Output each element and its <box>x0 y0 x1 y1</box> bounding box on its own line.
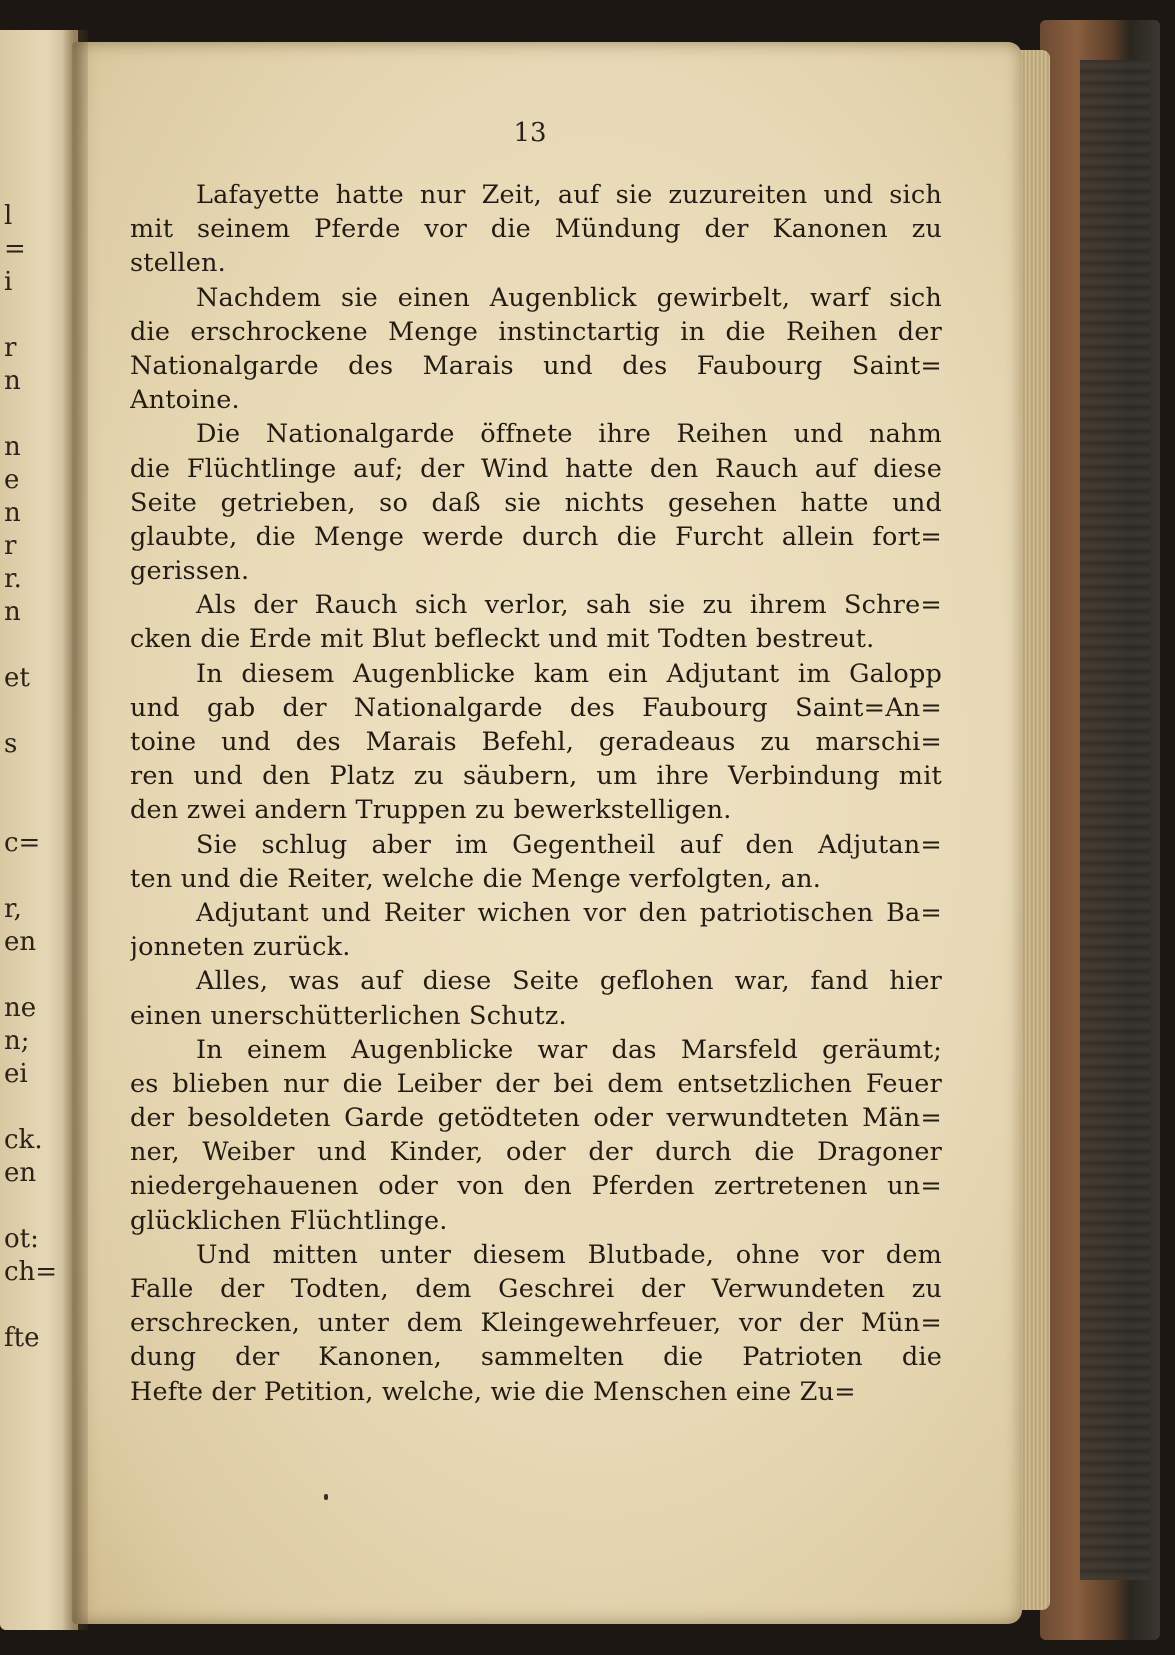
left-fragment-line: s <box>4 729 18 759</box>
text-line: ten und die Reiter, welche die Menge verfolgten, an. <box>130 863 822 894</box>
text-line: Nationalgarde des Marais und des Faubourg Saint= <box>130 350 942 381</box>
left-fragment-line: ne <box>4 993 37 1023</box>
paragraph <box>130 896 942 964</box>
left-fragment-line: en <box>4 927 37 957</box>
paragraph <box>130 281 942 418</box>
left-fragment-line <box>4 761 64 794</box>
left-fragment-line <box>4 794 64 827</box>
paragraph <box>130 588 942 656</box>
text-line: und gab der Nationalgarde des Faubourg Saint=An= <box>130 692 942 723</box>
paragraph <box>130 828 942 896</box>
left-fragment-line: ei <box>4 1059 28 1089</box>
text-line: erschrecken, unter dem Kleingewehrfeuer, vor der Mün= <box>130 1308 942 1339</box>
left-fragment-line: r. <box>4 564 22 594</box>
text-line: Antoine. <box>130 385 240 416</box>
paragraph <box>130 1238 942 1409</box>
text-line: Nachdem sie einen Augenblick gewirbelt, warf sich <box>196 282 942 313</box>
left-fragment-line: n <box>4 498 21 528</box>
page-number: 13 <box>513 118 547 148</box>
paragraph <box>130 964 942 1032</box>
text-line: ner, Weiber und Kinder, oder der durch die Dragoner <box>130 1137 942 1168</box>
ink-speck <box>324 1494 328 1500</box>
left-page-text-fragments <box>4 200 64 1355</box>
text-line: Hefte der Petition, welche, wie die Menschen eine Zu= <box>130 1376 856 1407</box>
text-line: es blieben nur die Leiber der bei dem entsetzlichen Feuer <box>130 1068 942 1099</box>
left-fragment-line: n <box>4 432 21 462</box>
left-fragment-line <box>4 1190 64 1223</box>
left-fragment-line: n; <box>4 1026 30 1056</box>
left-fragment-line: en <box>4 1158 37 1188</box>
text-line: In diesem Augenblicke kam ein Adjutant im Galopp <box>196 658 942 689</box>
left-fragment-line: e <box>4 465 20 495</box>
page-gutter-shadow <box>62 30 88 1630</box>
text-line: dung der Kanonen, sammelten die Patrioten die <box>130 1342 942 1373</box>
left-fragment-line: ot: <box>4 1224 39 1254</box>
left-fragment-line: r, <box>4 894 22 924</box>
paragraph <box>130 1033 942 1238</box>
text-line: der besoldeten Garde getödteten oder verwundteten Män= <box>130 1103 942 1134</box>
text-line: Als der Rauch sich verlor, sah sie zu ihrem Schre= <box>196 590 942 621</box>
paragraph <box>130 417 942 588</box>
left-fragment-line <box>4 959 64 992</box>
text-line: einen unerschütterlichen Schutz. <box>130 1000 567 1031</box>
left-fragment-line <box>4 629 64 662</box>
left-fragment-line <box>4 1091 64 1124</box>
text-line: mit seinem Pferde vor die Mündung der Kanonen zu <box>130 214 942 245</box>
text-line: die Flüchtlinge auf; der Wind hatte den Rauch auf diese <box>130 453 942 484</box>
left-fragment-line: et <box>4 663 30 693</box>
text-line: toine und des Marais Befehl, geradeaus zu marschi= <box>130 727 942 757</box>
text-line: jonneten zurück. <box>130 932 351 963</box>
left-fragment-line <box>4 299 64 332</box>
text-line: Falle der Todten, dem Geschrei der Verwundeten zu <box>130 1274 942 1304</box>
text-line: ren und den Platz zu säubern, um ihre Verbindung mit <box>130 761 942 792</box>
paragraph <box>130 178 942 281</box>
left-fragment-line <box>4 1289 64 1322</box>
text-line: die erschrockene Menge instinctartig in die Reihen der <box>130 316 942 347</box>
left-fragment-line <box>4 695 64 728</box>
page-body-text <box>130 178 942 1409</box>
text-line: In einem Augenblicke war das Marsfeld geräumt; <box>196 1034 942 1065</box>
text-line: Adjutant und Reiter wichen vor den patriotischen Ba= <box>196 897 942 928</box>
left-fragment-line: n <box>4 366 21 396</box>
text-line: glaubte, die Menge werde durch die Furcht allein fort= <box>130 521 942 552</box>
left-fragment-line: c= <box>4 828 41 858</box>
left-fragment-line <box>4 860 64 893</box>
text-line: gerissen. <box>130 556 250 587</box>
left-fragment-line: i <box>4 267 13 297</box>
left-fragment-line: r <box>4 333 17 363</box>
left-fragment-line: n <box>4 597 21 627</box>
left-fragment-line: = <box>4 234 26 264</box>
text-line: Und mitten unter diesem Blutbade, ohne vor dem <box>196 1239 942 1270</box>
paragraph <box>130 657 942 828</box>
left-fragment-line: r <box>4 531 17 561</box>
left-fragment-line: ck. <box>4 1125 43 1155</box>
text-line: cken die Erde mit Blut befleckt und mit Todten bestreut. <box>130 624 875 655</box>
left-fragment-line: ch= <box>4 1257 58 1287</box>
text-line: Sie schlug aber im Gegentheil auf den Adjutan= <box>196 829 942 860</box>
text-line: Lafayette hatte nur Zeit, auf sie zuzureiten und sich <box>196 180 942 210</box>
text-line: niedergehauenen oder von den Pferden zertretenen un= <box>130 1171 942 1202</box>
left-fragment-line <box>4 398 64 431</box>
text-line: glücklichen Flüchtlinge. <box>130 1205 448 1236</box>
text-line: den zwei andern Truppen zu bewerkstelligen. <box>130 795 732 826</box>
left-fragment-line: fte <box>4 1323 40 1353</box>
text-line: stellen. <box>130 248 226 279</box>
text-line: Seite getrieben, so daß sie nichts gesehen hatte und <box>130 487 942 518</box>
binding-texture <box>1080 60 1150 1580</box>
text-line: Alles, was auf diese Seite geflohen war, fand hier <box>196 966 942 997</box>
left-fragment-line: l <box>4 201 13 231</box>
text-line: Die Nationalgarde öffnete ihre Reihen und nahm <box>196 419 942 450</box>
